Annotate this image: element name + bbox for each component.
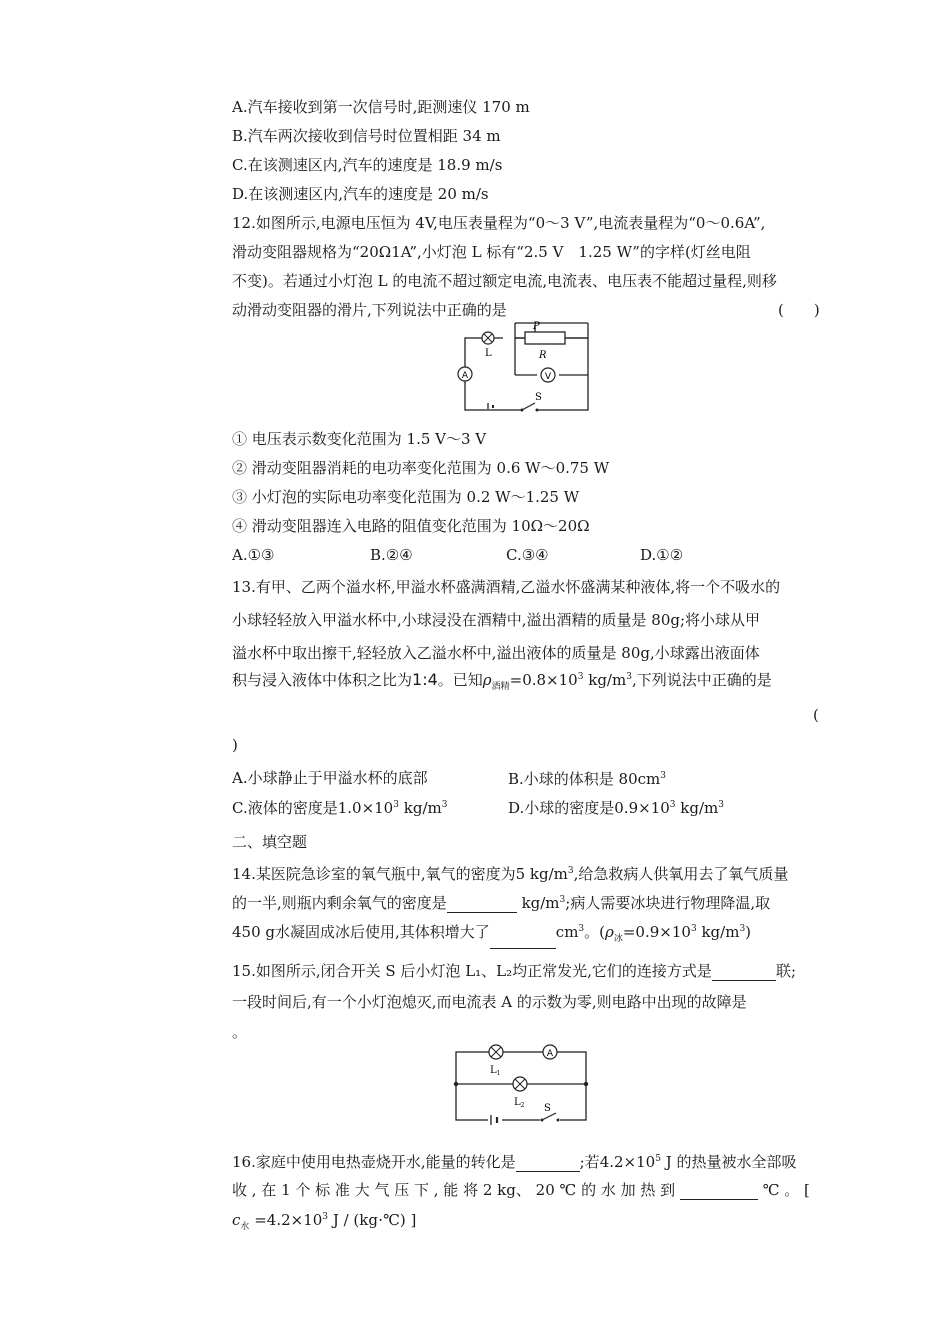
q15-blank-1[interactable] <box>712 964 776 981</box>
q12-answer-paren: ( ) <box>778 301 820 319</box>
q13-paren-open: ( <box>813 706 819 724</box>
q12-option-d: D.①② <box>640 546 684 564</box>
q13-option-b: B.小球的体积是 $80cm^3$ <box>508 770 667 788</box>
q12-ammeter-icon <box>458 367 472 381</box>
q14-blank-1[interactable] <box>447 896 517 913</box>
q12-label-l: L <box>485 348 492 359</box>
q15-label-l2: $L_2$ <box>514 1097 525 1109</box>
q12-battery-icon <box>485 403 499 409</box>
q16-blank-1[interactable] <box>516 1155 580 1172</box>
q14-blank-2[interactable] <box>490 932 556 949</box>
q12-statement-2: ② 滑动变阻器消耗的电功率变化范围为 0.6 W～0.75 W <box>232 459 610 477</box>
q13-stem-line1: 13.有甲、乙两个溢水杯,甲溢水杯盛满酒精,乙溢水怀盛满某种液体,将一个不吸水的 <box>232 578 781 596</box>
q13-option-c: C.液体的密度是$1.0\times 10^3$ $kg/m^3$ <box>232 799 448 817</box>
q11-option-d: D.在该测速区内,汽车的速度是 20 m/s <box>232 185 489 203</box>
q13-option-d: D.小球的密度是$0.9\times 10^3$ $kg/m^3$ <box>508 799 724 817</box>
q12-label-s: S <box>535 392 542 403</box>
q12-option-a: A.①③ <box>232 546 275 564</box>
q16-line3: $c_水 =4.2\times 10^3$ J / (kg⋅℃) ] <box>232 1211 417 1232</box>
q12-option-c: C.③④ <box>506 546 549 564</box>
q12-label-p: P <box>533 321 540 332</box>
section-heading-fill-blank: 二、填空题 <box>232 833 308 851</box>
q15-line2: 一段时间后,有一个小灯泡熄灭,而电流表 A 的示数为零,则电路中出现的故障是 <box>232 993 747 1011</box>
q11-option-a: A.汽车接收到第一次信号时,距测速仪 170 m <box>232 98 530 116</box>
q12-stem-line1: 12.如图所示,电源电压恒为 4V,电压表量程为“0～3 V”,电流表量程为“0～0.6A”, <box>232 214 766 232</box>
q12-lamp-icon <box>482 332 494 344</box>
q13-stem-line3: 溢水杯中取出擦干,轻轻放入乙溢水杯中,溢出液体的质量是 80g,小球露出液面体 <box>232 644 760 662</box>
q15-line1: 15.如图所示,闭合开关 S 后小灯泡 L₁、L₂均正常发光,它们的连接方式是 联; <box>232 962 796 980</box>
q12-label-r: R <box>539 350 547 361</box>
q13-stem-line2: 小球轻轻放入甲溢水杯中,小球浸没在酒精中,溢出酒精的质量是 80g;将小球从甲 <box>232 611 761 629</box>
q12-statement-1: ① 电压表示数变化范围为 1.5 V～3 V <box>232 430 487 448</box>
q15-label-s: S <box>544 1103 551 1114</box>
q12-voltmeter-icon <box>541 368 555 382</box>
q15-lamp2-icon <box>513 1077 527 1091</box>
q14-line3: 450 g水凝固成冰后使用,其体积增大了 $cm^3$。($\rho_冰=0.9\times 10^3$ $kg/m^3$) <box>232 919 751 949</box>
q12-stem-line2: 滑动变阻器规格为“20Ω1A”,小灯泡 L 标有“2.5 V 1.25 W”的字样(灯丝电阻 <box>232 243 751 261</box>
q15-battery-icon <box>488 1115 502 1125</box>
q12-circuit-diagram <box>455 320 595 415</box>
q16-blank-2[interactable] <box>680 1183 758 1200</box>
svg-text:A: A <box>461 371 469 381</box>
svg-text:V: V <box>544 372 552 382</box>
q14-line1: 14.某医院急诊室的氧气瓶中,氧气的密度为5 $kg/m^3$,给急救病人供氧用去了氧气质量 <box>232 865 789 883</box>
q12-stem-line4: 动滑动变阻器的滑片,下列说法中正确的是 <box>232 301 507 319</box>
q16-line1: 16.家庭中使用电热壶烧开水,能量的转化是 ;若$4.2\times 10^5$ J 的热量被水全部吸 <box>232 1153 797 1171</box>
q13-paren-close: ) <box>232 736 238 754</box>
svg-text:A: A <box>546 1049 554 1059</box>
q11-option-b: B.汽车两次接收到信号时位置相距 34 m <box>232 127 501 145</box>
q12-statement-3: ③ 小灯泡的实际电功率变化范围为 0.2 W～1.25 W <box>232 488 580 506</box>
q15-line3: 。 <box>232 1023 248 1041</box>
q15-lamp1-icon <box>489 1045 503 1059</box>
q12-stem-line3: 不变)。若通过小灯泡 L 的电流不超过额定电流,电流表、电压表不能超过量程,则移 <box>232 272 777 290</box>
q15-switch-icon <box>540 1113 560 1122</box>
q13-stem-line4: 积与浸入液体中体积之比为1:4。已知$\rho_{酒精}=0.8\times 10^3$ $kg/m^3$,下列说法中正确的是 <box>232 670 772 692</box>
q15-label-l1: $L_1$ <box>490 1065 501 1077</box>
q13-option-a: A.小球静止于甲溢水杯的底部 <box>232 769 428 787</box>
q16-line2: 收 , 在 1 个 标 准 大 气 压 下 , 能 将 2 kg、 20 ℃ 的 水 加 热 到 ℃ 。 [ <box>232 1181 810 1199</box>
q12-option-b: B.②④ <box>370 546 413 564</box>
q15-ammeter-icon <box>543 1045 557 1059</box>
q12-statement-4: ④ 滑动变阻器连入电路的阻值变化范围为 10Ω～20Ω <box>232 517 590 535</box>
q15-circuit-diagram <box>448 1040 598 1125</box>
q11-option-c: C.在该测速区内,汽车的速度是 18.9 m/s <box>232 156 503 174</box>
q12-switch-icon <box>521 403 539 412</box>
q14-line2: 的一半,则瓶内剩余氧气的密度是 $kg/m^3$;病人需要冰块进行物理降温,取 <box>232 894 771 912</box>
